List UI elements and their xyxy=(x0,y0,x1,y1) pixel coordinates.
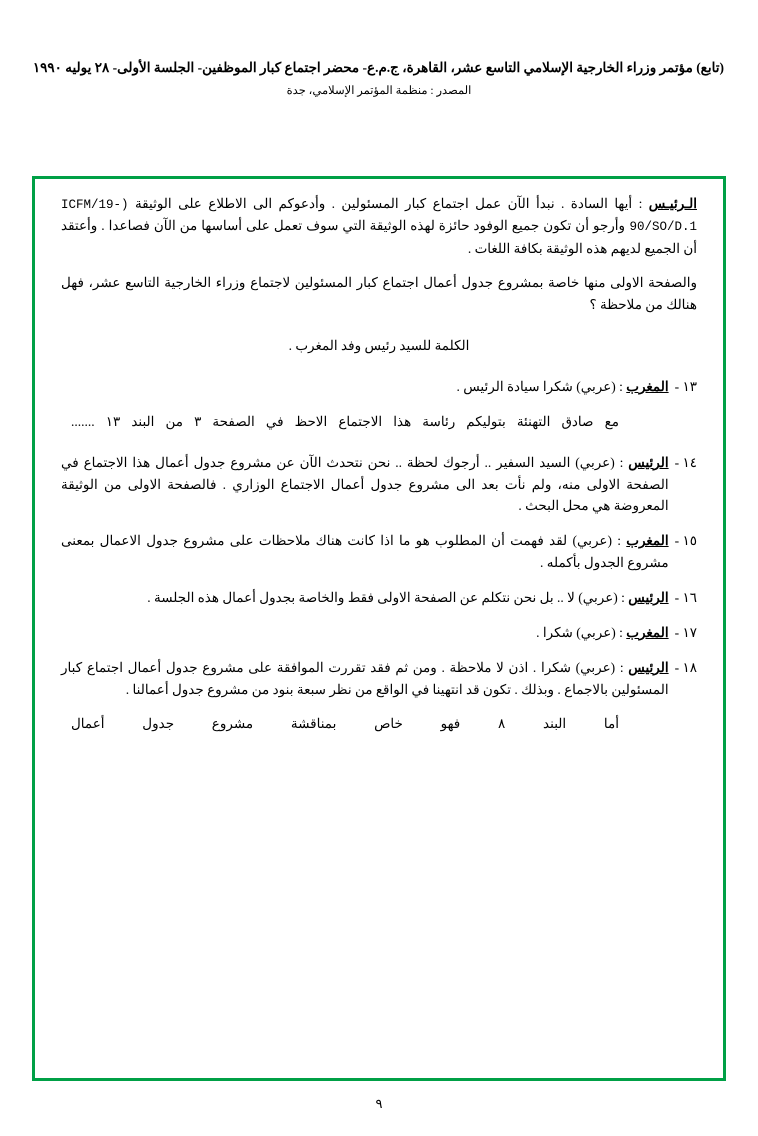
transcript-entry xyxy=(61,657,697,701)
entry-number: ١٨ - xyxy=(674,659,697,675)
paragraph-congratulations: مع صادق التهنئة بتوليكم رئاسة هذا الاجتماع الاحظ في الصفحة ٣ من البند ١٣ ....... xyxy=(71,413,619,429)
transcript-entry xyxy=(61,587,697,609)
entry-text xyxy=(61,376,669,398)
speaker-label: المغرب xyxy=(626,378,669,394)
entry-body-text: : (عربي) شكرا . xyxy=(536,624,627,640)
entry-body-text: : (عربي) لقد فهمت أن المطلوب هو ما اذا كانت هناك ملاحظات على مشروع جدول الاعمال بمعنى مشروع الجدول بأكمله . xyxy=(61,533,669,571)
entry-number: ١٣ - xyxy=(674,378,697,394)
paragraph-item-eight: أما البند ٨ فهو خاص بمناقشة مشروع جدول أعمال xyxy=(71,716,619,732)
transcript-entry xyxy=(61,622,697,644)
transcript-entry xyxy=(61,530,697,574)
transcript-entry xyxy=(61,452,697,518)
header-source-line: المصدر : منظمة المؤتمر الإسلامي، جدة xyxy=(286,84,472,97)
entry-number: ١٤ - xyxy=(674,454,697,470)
paragraph-opening xyxy=(61,193,697,259)
document-code: (ICFM/19-90/SO/D.1 xyxy=(61,198,697,235)
header-title-line: (تابع) مؤتمر وزراء الخارجية الإسلامي التاسع عشر، القاهرة، ج.م.ع- محضر اجتماع كبار الموظفين- الجلسة الأولى- ٢٨ يوليه ١٩٩٠ xyxy=(32,60,724,75)
document-body xyxy=(35,179,723,1078)
speaker-label: المغرب xyxy=(626,624,669,640)
entry-body-text: : (عربي) شكرا سيادة الرئيس . xyxy=(456,378,627,394)
entry-body-text: : (عربي) شكرا . اذن لا ملاحظة . ومن ثم فقد تقررت الموافقة على مشروع جدول أعمال اجتماع كبار المسئولين بالاجماع . وبذلك . تكون قد انتهينا في الواقع من نظر سبعة بنود من مشروع جدول أعمالنا . xyxy=(61,659,669,697)
transcript-entry xyxy=(61,376,697,398)
entry-text xyxy=(61,622,669,644)
entry-number: ١٧ - xyxy=(674,624,697,640)
bordered-content-frame xyxy=(32,176,726,1081)
speaker-label: الرئيس xyxy=(628,589,669,605)
entry-number: ١٦ - xyxy=(674,589,697,605)
entry-text xyxy=(61,657,669,701)
document-page xyxy=(0,58,758,1136)
entry-text xyxy=(61,530,669,574)
page-number: ٩ xyxy=(375,1096,383,1111)
entry-body-text: : (عربي) السيد السفير .. أرجوك لحظة .. نحن نتحدث الآن عن مشروع جدول أعمال هذا الاجتماع في الصفحة الاولى منه، ولم نأت بعد الى مشروع جدول أعمال الاجتماع الوزاري . فالصفحة الاولى من الوثيقة المعروضة هي محل البحث . xyxy=(61,454,669,514)
entry-text xyxy=(61,587,669,609)
speaker-label-president: الـرئيـس xyxy=(648,196,697,211)
entry-number: ١٥ - xyxy=(674,533,697,549)
entry-text xyxy=(61,452,669,518)
paragraph-first-page-agenda: والصفحة الاولى منها خاصة بمشروع جدول أعمال اجتماع كبار المسئولين لاجتماع وزراء الخارجية التاسع عشر، فهل هنالك من ملاحظة ؟ xyxy=(61,275,697,313)
speaker-label: المغرب xyxy=(626,533,669,549)
document-header xyxy=(0,58,758,99)
paragraph-opening-text-b: وأرجو أن تكون جميع الوفود حائزة لهذه الوثيقة التي سوف تعمل على أساسها من الآن فصاعدا . وأعتقد أن الجميع لديهم هذه الوثيقة بكافة اللغات . xyxy=(61,218,697,256)
paragraph-floor-to-morocco: الكلمة للسيد رئيس وفد المغرب . xyxy=(288,338,470,354)
entry-body-text: : (عربي) لا .. بل نحن نتكلم عن الصفحة الاولى فقط والخاصة بجدول أعمال هذه الجلسة . xyxy=(147,589,629,605)
paragraph-opening-text-a: : أيها السادة . نبدأ الآن عمل اجتماع كبار المسئولين . وأدعوكم الى الاطلاع على الوثيقة xyxy=(128,196,649,211)
speaker-label: الرئيس xyxy=(628,454,669,470)
speaker-label: الرئيس xyxy=(628,659,669,675)
